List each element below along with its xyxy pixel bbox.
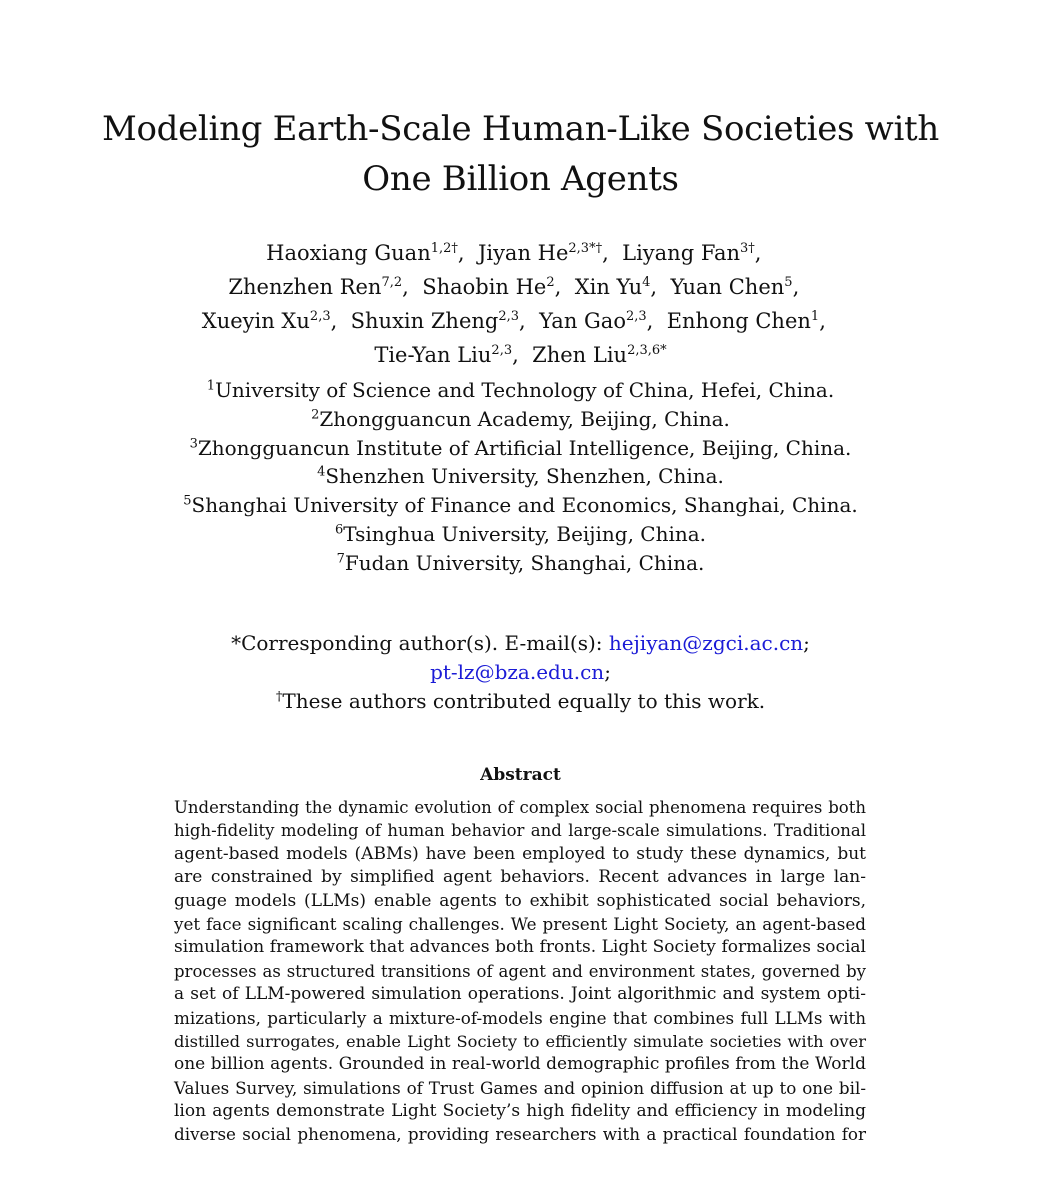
author — [532, 343, 667, 367]
affiliation-number: 3 — [189, 435, 198, 451]
affiliation-text: University of Science and Technology of China, Hefei, China. — [215, 378, 835, 402]
author — [539, 309, 647, 333]
author-name: Xin Yu — [574, 275, 643, 299]
equal-contribution-text: These authors contributed equally to this work. — [282, 689, 766, 713]
author-name: Shaobin He — [422, 275, 547, 299]
abstract-line: Understanding the dynamic evolution of complex social phenomena requires both — [174, 798, 866, 817]
author-affiliation-marker: 7,2 — [381, 275, 403, 290]
author — [266, 241, 458, 265]
author-line: Xueyin Xu$^{2,3}$, Shuxin Zheng$^{2,3}$, Yan Gao$^{2,3}$, Enhong Chen$^1$, — [201, 309, 840, 333]
affiliation-number: 7 — [336, 551, 345, 567]
author-name: Yuan Chen — [670, 275, 785, 299]
author — [374, 343, 512, 367]
affiliation-text: Zhongguancun Academy, Beijing, China. — [319, 406, 730, 431]
author — [575, 275, 651, 299]
affiliation-text: Shenzhen University, Shenzhen, China. — [325, 464, 724, 489]
abstract-line: high-fidelity modeling of human behavior and large-scale simulations. Traditional — [174, 821, 866, 841]
title-line-1: Modeling Earth-Scale Human-Like Societies with — [101, 109, 940, 149]
corresponding-author-line: *Corresponding author(s). E-mail(s): hejiyan@zgci.ac.cn; — [231, 631, 810, 655]
affiliation-number: 2 — [311, 407, 320, 423]
abstract-line: processes as structured transitions of agent and environment states, governed by — [174, 961, 866, 981]
author-name: Jiyan He — [477, 241, 569, 265]
author-name: Enhong Chen — [666, 309, 811, 333]
author-affiliation-marker: 3† — [740, 241, 755, 256]
affiliation — [0, 434, 1041, 463]
author-affiliation-marker: 1,2† — [430, 241, 458, 256]
author-list — [0, 236, 1041, 372]
author — [422, 275, 554, 299]
author-name: Zhenzhen Ren — [228, 275, 382, 299]
author — [228, 275, 402, 299]
author — [622, 241, 755, 265]
affiliation — [0, 405, 1041, 434]
affiliation-number: 5 — [183, 493, 192, 509]
author-name: Yan Gao — [539, 309, 626, 333]
affiliation-list — [0, 376, 1041, 578]
author-name: Zhen Liu — [532, 343, 628, 367]
affiliation-text: Tsinghua University, Beijing, China. — [343, 521, 707, 546]
affiliation-text: Fudan University, Shanghai, China. — [344, 550, 705, 575]
author-affiliation-marker: 2,3 — [498, 309, 520, 324]
abstract-body — [174, 796, 866, 1147]
abstract-line: simulation framework that advances both fronts. Light Society formalizes social — [174, 937, 866, 958]
author-affiliation-marker: 2,3,6* — [627, 343, 667, 358]
email-link-2[interactable]: pt-lz@bza.edu.cn — [430, 660, 605, 684]
author — [478, 241, 602, 265]
abstract-line: guage models (LLMs) enable agents to exhibit sophisticated social behaviors, — [174, 890, 866, 911]
abstract-line: lion agents demonstrate Light Society’s high fidelity and efficiency in modeling — [174, 1101, 866, 1122]
author-affiliation-marker: 2,3 — [309, 309, 331, 324]
affiliation — [0, 376, 1041, 405]
author — [670, 275, 792, 299]
abstract-line: agent-based models (ABMs) have been employed to study these dynamics, but — [174, 843, 866, 864]
affiliation-text: Shanghai University of Finance and Economics, Shanghai, China. — [191, 493, 858, 518]
correspondence-block — [0, 629, 1041, 716]
author-affiliation-marker: 2 — [546, 275, 555, 290]
author-line: Zhenzhen Ren$^{7,2}$, Shaobin He$^2$, Xin Yu$^4$, Yuan Chen$^5$, — [228, 275, 813, 299]
affiliation — [0, 491, 1041, 520]
abstract-line: one billion agents. Grounded in real-world demographic profiles from the World — [174, 1054, 866, 1075]
corresponding-email-line-2: pt-lz@bza.edu.cn; — [430, 660, 611, 684]
affiliation — [0, 549, 1041, 578]
abstract-line: distilled surrogates, enable Light Society to efficiently simulate societies with over — [174, 1031, 866, 1051]
author-name: Liyang Fan — [622, 241, 741, 265]
author-affiliation-marker: 2,3*† — [568, 241, 603, 256]
affiliation-number: 4 — [317, 464, 326, 480]
affiliation-number: 1 — [206, 378, 216, 394]
equal-contribution-note — [0, 687, 1041, 716]
affiliation — [0, 520, 1041, 549]
corresponding-author-label: *Corresponding author(s). E-mail(s): — [231, 631, 603, 655]
author-name: Haoxiang Guan — [266, 241, 431, 265]
author — [351, 309, 519, 333]
author-name: Shuxin Zheng — [350, 309, 499, 333]
affiliation-text: Zhongguancun Institute of Artificial Intelligence, Beijing, China. — [197, 435, 852, 460]
author-line: Haoxiang Guan$^{1,2\dagger}$, Jiyan $He^{2,3*\dagger}$, Liyang Fan$^{3\dagger}$, — [266, 241, 775, 265]
abstract-line: mizations, particularly a mixture-of-models engine that combines full LLMs with — [174, 1007, 866, 1028]
author-affiliation-marker: 5 — [784, 275, 793, 290]
abstract-line: a set of LLM-powered simulation operations. Joint algorithmic and system opti- — [174, 984, 866, 1005]
abstract-line: are constrained by simplified agent behaviors. Recent advances in large lan- — [174, 867, 866, 888]
author-name: Tie-Yan Liu — [374, 343, 492, 367]
abstract-heading: Abstract — [480, 765, 561, 785]
affiliation-number: 6 — [334, 522, 344, 538]
author-affiliation-marker: 4 — [642, 275, 651, 290]
abstract-line: Values Survey, simulations of Trust Games and opinion diffusion at up to one bil- — [174, 1077, 866, 1098]
author-line: Tie-Yan Liu$^{2,3}$, Zhen Liu$^{2,3,6*}$ — [374, 343, 667, 367]
author-affiliation-marker: 1 — [810, 309, 820, 324]
title-line-2: One Billion Agents — [362, 159, 679, 199]
author-affiliation-marker: 2,3 — [491, 343, 513, 358]
author-name: Xueyin Xu — [201, 309, 310, 333]
dagger-mark: † — [275, 689, 283, 705]
affiliation — [0, 462, 1041, 491]
email-link-1[interactable]: hejiyan@zgci.ac.cn — [608, 631, 804, 655]
author-affiliation-marker: 2,3 — [625, 309, 647, 324]
abstract-line: yet face significant scaling challenges. We present Light Society, an agent-based — [174, 913, 866, 934]
author — [202, 309, 331, 333]
author — [667, 309, 820, 333]
paper-title — [0, 104, 1041, 204]
abstract-line: diverse social phenomena, providing researchers with a practical foundation for — [174, 1124, 866, 1145]
